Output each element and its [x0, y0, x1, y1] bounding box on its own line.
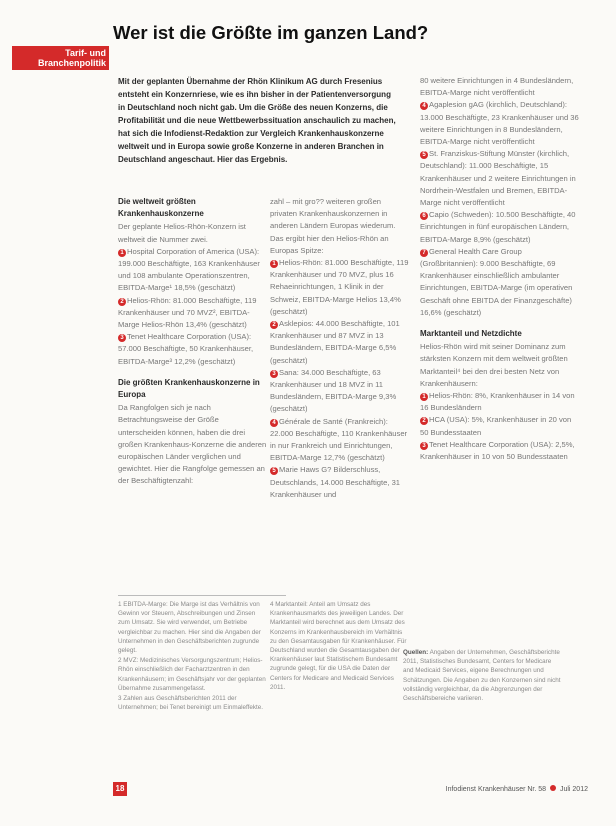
number-badge-icon: 5	[420, 151, 428, 159]
sources-box	[403, 648, 563, 703]
col3-item-7: 7 General Health Care Group (Großbritannien): 9.000 Beschäftigte, 69 Krankenhäuser einschließlich ambulanter Einrichtungen, EBITDA-Marge (im operativen Geschäft ohne EBITDA der Finanzgeschäfte) 16,6% (geschätzt)	[420, 246, 573, 317]
footnote-1: 1 EBITDA-Marge: Die Marge ist das Verhältnis von Gewinn vor Steuern, Abschreibungen und Zinsen zum Umsatz. Sie wird verwendet, um Betriebe vergleichbar zu machen. Hier sind die Angaben der Unternehmen in den Geschäftsberichten zugrunde gelegt.	[118, 601, 261, 655]
europe-item-3: 3 Sana: 34.000 Beschäftigte, 63 Krankenhäuser und 18 MVZ in 11 Bundesländern, EBITDA-Marge 9,3% (geschätzt)	[270, 367, 397, 414]
number-badge-icon: 3	[118, 334, 126, 342]
number-badge-icon: 1	[270, 260, 278, 268]
footer-dot-icon	[550, 785, 556, 791]
sources-label: Quellen:	[403, 649, 429, 656]
europe-item-5: 5 Marie Haws G? Bilderschluss, Deutschlands, 14.000 Beschäftigte, 31 Krankenhäuser und	[270, 465, 401, 499]
world-item-1: 1 Hospital Corporation of America (USA): 199.000 Beschäftigte, 163 Krankenhäuser und 108 ambulante Operationszentren, EBITDA-Marge¹ 18,5% (geschätzt)	[118, 246, 260, 293]
lead-paragraph: Mit der geplanten Übernahme der Rhön Klinikum AG durch Fresenius entsteht ein Konzernriese, wie es ihn bisher in der Patientenversorgung in Deutschland noch nicht gab. Um die Größe des neuen Konzerns, die Profitabilität und die neue Wettbewerbssituation anschaulich zu machen, hat sich die Infodienst-Redaktion zur Vergleich Krankenhauskonzerne weltweit und in Europa sowie große Konzerne in anderen Branchen in Deutschland angeschaut. Hier das Ergebnis.	[118, 77, 396, 164]
col3-item-6: 6 Capio (Schweden): 10.500 Beschäftigte, 40 Einrichtungen in fünf europäischen Ländern, EBITDA-Marge 8,9% (geschätzt)	[420, 210, 576, 244]
heading-world-largest: Die weltweit größten Krankenhauskonzerne	[118, 197, 204, 219]
footer-publication: Infodienst Krankenhäuser	[445, 786, 526, 793]
footnote-4: 4 Marktanteil: Anteil am Umsatz des Krankenhausmarkts des jeweiligen Landes. Der Marktanteil wird berechnet aus dem Umsatz des Konzerns im Krankenhausbereich im Verhältnis zu den Gesamtausgaben für Krankenhäuser. Für Deutschland wurden die Gesamtausgaben der Krankenhäuser laut Statistischem Bundesamt zugrunde gelegt, für die USA die Daten der Centers for Medicare and Medicaid Services 2011.	[270, 601, 407, 691]
world-intro: Der geplante Helios-Rhön-Konzern ist weltweit die Nummer zwei.	[118, 222, 246, 244]
col3-continuation: 80 weitere Einrichtungen in 4 Bundesländern, EBITDA-Marge nicht veröffentlicht	[420, 76, 574, 98]
number-badge-icon: 1	[118, 249, 126, 257]
footnotes-middle	[270, 600, 410, 693]
sources-text: Angaben der Unternehmen, Geschäftsberichte 2011, Statistisches Bundesamt, Centers for Medicare and Medicaid Services, eigene Berechnungen und Schätzungen. Die Angaben zu den Konzernen sind nicht vollständig vergleichbar, da die Abgrenzungen der Geschäftsbereiche variieren.	[403, 649, 561, 703]
europe-item-4: 4 Générale de Santé (Frankreich): 22.000 Beschäftigte, 110 Krankenhäuser in nur Frankreich und Einrichtungen, EBITDA-Marge 12,7% (geschätzt)	[270, 416, 408, 463]
number-badge-icon: 3	[270, 370, 278, 378]
column-left	[118, 196, 268, 488]
europe-item-1: 1 Helios-Rhön: 81.000 Beschäftigte, 119 Krankenhäuser und 70 MVZ, plus 16 Rehaeinrichtungen, 1 Klinik in der Schweiz, EBITDA-Marge Helios 13,4% (geschätzt)	[270, 258, 409, 316]
page-title: Wer ist die Größte im ganzen Land?	[113, 22, 429, 43]
footnote-3: 3 Zahlen aus Geschäftsberichten 2011 der Unternehmen; bei Tenet bereinigt um Einmaleffekte.	[118, 695, 264, 712]
col3-item-5: 5 St. Franziskus-Stiftung Münster (kirchlich, Deutschland): 11.000 Beschäftigte, 15 Krankenhäuser und 2 weitere Einrichtungen in Nordrhein-Westfalen und Bremen, EBITDA-Marge nicht veröffentlicht	[420, 149, 576, 208]
section-tag	[12, 46, 109, 70]
heading-market-share: Marktanteil und Netzdichte	[420, 329, 522, 339]
europe-intro: Da Rangfolgen sich je nach Betrachtungsweise der Größe unterscheiden können, haben die drei großen Krankenhaus-Konzerne die anderen europäischen Länder verglichen und gewichtet. Hier die Rangfolge gemessen an der Beschäftigtenzahl:	[118, 403, 267, 486]
europe-item-2: 2 Asklepios: 44.000 Beschäftigte, 101 Krankenhäuser und 87 MVZ in 13 Bundesländern, EBITDA-Marge 6,5% (geschätzt)	[270, 319, 400, 365]
page-number: 18	[113, 782, 127, 796]
number-badge-icon: 5	[270, 467, 278, 475]
number-badge-icon: 3	[420, 442, 428, 450]
footer-issue: Nr. 58	[527, 786, 547, 793]
number-badge-icon: 4	[420, 102, 428, 110]
number-badge-icon: 2	[118, 298, 126, 306]
section-tag-line-2: Branchenpolitik	[37, 58, 106, 68]
number-badge-icon: 2	[270, 321, 278, 329]
europe-continuation: zahl – mit gro?? weiteren großen privaten Krankenhauskonzernen in anderen Ländern Europas wiederum. Das ergibt hier den Helios-Rhön an Europas Spitze:	[270, 197, 396, 255]
section-tag-line-1: Tarif- und	[65, 48, 106, 58]
number-badge-icon: 1	[420, 393, 428, 401]
market-item-1: 1 Helios-Rhön: 8%, Krankenhäuser in 14 von 16 Bundesländern	[420, 391, 575, 413]
column-right	[420, 75, 580, 463]
world-item-2: 2 Helios-Rhön: 81.000 Beschäftigte, 119 Krankenhäuser und 70 MVZ², EBITDA-Marge Helios-Rhön 13,4% (geschätzt)	[118, 295, 257, 330]
footnote-2: 2 MVZ: Medizinisches Versorgungszentrum; Helios-Rhön einschließlich der Facharztzentren in den Krankenhäusern; im Geschäftsjahr vor der geplanten Übernahme zusammengefasst.	[118, 657, 266, 692]
number-badge-icon: 7	[420, 249, 428, 257]
number-badge-icon: 6	[420, 212, 428, 220]
number-badge-icon: 2	[420, 417, 428, 425]
footnotes-left	[118, 600, 268, 713]
col3-item-4: 4 Agaplesion gAG (kirchlich, Deutschland): 13.000 Beschäftigte, 23 Krankenhäuser und 36 weitere Einrichtungen in 8 Bundesländern, EBITDA-Marge nicht veröffentlicht	[420, 100, 579, 147]
world-item-3: 3 Tenet Healthcare Corporation (USA): 57.000 Beschäftigte, 50 Krankenhäuser, EBITDA-Marge³ 12,2% (geschätzt)	[118, 332, 254, 366]
number-badge-icon: 4	[270, 419, 278, 427]
market-item-3: 3 Tenet Healthcare Corporation (USA): 2,5%, Krankenhäuser in 10 von 50 Bundesstaaten	[420, 439, 575, 462]
footer-date: Juli 2012	[559, 786, 588, 793]
footnote-divider	[118, 595, 286, 596]
heading-europe-largest: Die größten Krankenhauskonzerne in Europa	[118, 377, 260, 400]
column-middle	[270, 196, 410, 501]
market-share-intro: Helios-Rhön wird mit seiner Dominanz zum stärksten Konzern mit dem weltweit größten Marktanteil⁴ bei den drei besten Netz von Krankenhäusern:	[420, 342, 568, 388]
page-footer	[446, 785, 588, 793]
market-item-2: 2 HCA (USA): 5%, Krankenhäuser in 20 von 50 Bundesstaaten	[420, 415, 572, 437]
